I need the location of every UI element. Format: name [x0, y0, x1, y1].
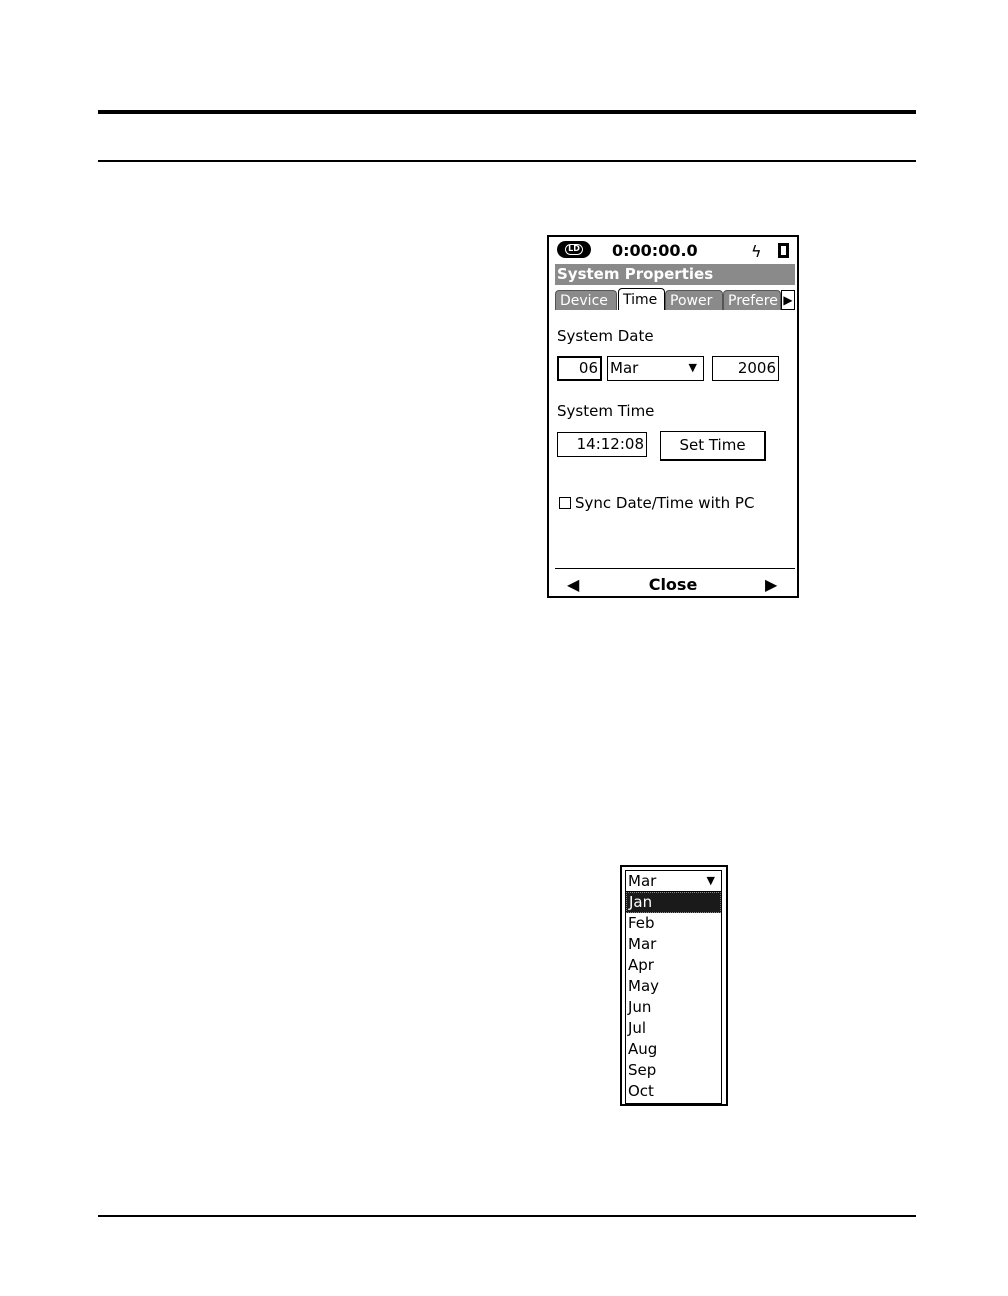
month-option[interactable]: Apr	[628, 956, 654, 974]
status-bar	[555, 240, 793, 262]
left-arrow-icon[interactable]: ◀	[567, 575, 580, 594]
tab-time[interactable]: Time	[618, 288, 665, 310]
month-dropdown-select[interactable]	[625, 870, 722, 892]
set-time-button[interactable]: Set Time	[660, 431, 766, 461]
lightning-icon: ϟ	[751, 242, 762, 261]
month-options-list	[625, 892, 722, 1104]
bottom-rule	[98, 1215, 916, 1217]
month-option[interactable]: Jul	[628, 1019, 647, 1037]
month-option[interactable]: Aug	[628, 1040, 658, 1058]
ld-badge-label: LD	[565, 244, 583, 255]
month-option[interactable]: Mar	[628, 935, 657, 953]
month-option[interactable]: Feb	[628, 914, 655, 932]
system-date-label: System Date	[557, 327, 654, 345]
window-title: System Properties	[555, 264, 795, 285]
tab-power[interactable]: Power	[665, 290, 723, 310]
time-field[interactable]: 14:12:08	[557, 432, 647, 457]
right-nav-arrow-icon[interactable]: ▶	[765, 575, 778, 594]
day-field[interactable]: 06	[557, 356, 602, 381]
tab-preferences[interactable]: Prefere	[723, 290, 781, 310]
month-option[interactable]: Jun	[628, 998, 652, 1016]
sync-checkbox-row[interactable]	[559, 494, 754, 512]
tab-bar	[555, 288, 795, 310]
top-rule-thick	[98, 110, 916, 114]
sync-checkbox[interactable]	[559, 497, 571, 509]
month-dropdown-value: Mar	[628, 872, 657, 890]
system-properties-screen	[547, 235, 799, 598]
tab-device[interactable]: Device	[555, 290, 617, 310]
sync-label: Sync Date/Time with PC	[575, 494, 755, 512]
right-arrow-icon[interactable]: ▶	[781, 290, 795, 310]
month-value: Mar	[610, 359, 639, 377]
ld-badge	[557, 241, 591, 258]
chevron-down-icon: ▼	[688, 361, 697, 374]
month-dropdown-expanded	[620, 865, 728, 1106]
month-option[interactable]: May	[628, 977, 660, 995]
close-button[interactable]: Close	[648, 575, 698, 594]
chevron-down-icon: ▼	[706, 874, 715, 887]
month-select[interactable]	[607, 356, 704, 381]
elapsed-timer: 0:00:00.0	[612, 241, 698, 260]
month-option[interactable]: Jan	[626, 892, 721, 913]
month-option[interactable]: Sep	[628, 1061, 657, 1079]
year-field[interactable]: 2006	[712, 356, 779, 381]
top-rule-thin	[98, 160, 916, 162]
battery-icon	[778, 243, 789, 258]
month-option[interactable]: Oct	[628, 1082, 654, 1100]
bottom-divider	[555, 568, 795, 569]
system-time-label: System Time	[557, 402, 655, 420]
